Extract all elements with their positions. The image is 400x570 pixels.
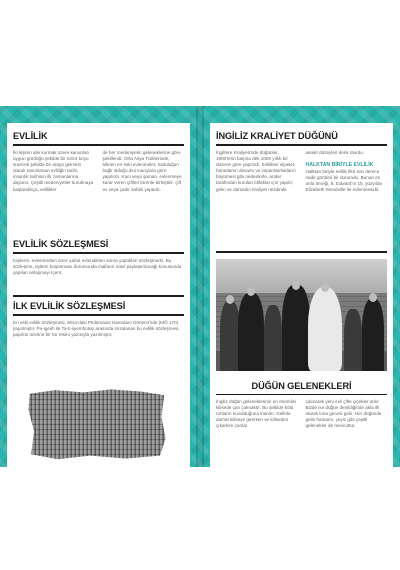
photo-guest [344,309,362,371]
photo-guest [362,299,384,371]
subheading-halktan: HALKTAN BİRİYLE EVLİLİK [305,162,374,169]
evlilik-columns [13,150,184,193]
photo-guest [238,293,264,371]
halktan-text: Halktan biriyle evlilik fikri son derece nadir görülen bir durumdu. Bunun en ünlü örneği, 8. Edward'ın 15. yüzyılda Elizabeth Woodville ile evlenmesidir. [305,169,382,193]
kraliyet-columns [216,150,387,193]
heading-kraliyet: İNGİLİZ KRALİYET DÜĞÜNÜ [216,131,338,141]
sozlesme-text: Kişilerin, evlenmeden önce yahut evlendikten sonra yaptıkları sözleşmedir. Bu sözleşme, eşlerin boşanması durumunda malların nasıl paylaştırılacağı konusunda yapılan anlaşmayı içerir. [13,258,182,276]
book-spread [0,106,400,467]
photo-guest [220,301,240,371]
photo-guest-head [226,295,234,304]
section-divider [216,251,387,253]
heading-rule [216,144,387,146]
photo-guest [264,305,282,371]
gelenekler-text-col1: İngiliz düğün geleneklerinin en önemlisi kilisede çan çalmaktır. Bu şekilde kötü ruhların kovulduğuna inanılır. Gelinle damat kiliseye girerken ve kiliseden çıkarken çanlar [216,399,296,429]
papyrus-image [27,388,167,460]
photo-guest-head [369,293,377,302]
photo-bride [308,287,342,371]
photo-guest-head [247,287,255,296]
heading-gelenekler: DÜĞÜN GELENEKLERİ [251,381,352,391]
section-divider [13,295,184,297]
section-ilk-sozlesme [13,295,184,338]
section-gelenekler [216,381,387,429]
photo-bride-head [321,283,329,292]
heading-rule [13,314,184,316]
gelenekler-columns [216,399,387,429]
heading-rule [216,394,387,395]
right-page-panel [210,123,393,467]
heading-evlilik: EVLİLİK [13,131,48,141]
book-gutter [196,106,204,467]
section-evlilik [13,131,184,193]
evlilik-text-col2: de her medeniyetin geleneklerine göre şekillendi. Orta Asya Türklerinde, bilinen en eski evlenmeler, topluluğun bağlı olduğu dini inançlara göre yapılırdı. Kam veya şaman, evlenmeye karar veren çiftleri törenle birleştirir, çift ev veya çadır sahibi yapardı. [102,150,182,192]
heading-sozlesme: EVLİLİK SÖZLEŞMESİ [13,239,109,249]
ilk-sozlesme-text: En eski evlilik sözleşmesi, Mısır'daki Ptolemaios Hanedanı Dönemi'nde (MÖ 170) yapılmıştır. Pa-igesh ile Ta-ti-iiyemhotep arasında imzalanan bu evlilik sözleşmesi, papirüs üzerine bir tür resim yazısıyla yazılmıştır. [13,320,180,338]
gelenekler-text-col2: çalınarak yeni evli çifte çiçekler atılır. Bizde ise düğün denildiğinde akla ilk olarak kına gecesi gelir. Her düğünde, gelin hamamı, çeyiz gibi çeşitli gelenekler de mevcuttur. [305,399,383,429]
left-page-panel [7,123,190,467]
section-sozlesme [13,239,184,276]
heading-rule [13,252,184,254]
evlilik-text-col1: İki kişinin aile kurmak üzere kanunları uygun gördüğü şekilde bir ömür boyu sürecek şekilde bir araya gelmesi olarak tanımlanan evliliğin tarihi, insanlık tarihinin ilk zamanlarına dayanır. Çeşitli medeniyetler kurulmaya başlandıkça, evlilikler [13,150,94,192]
section-kraliyet [216,131,387,193]
wedding-photo [216,259,387,371]
kraliyet-text-col2: asalet düzeyleri denk olurdu. [305,150,364,155]
heading-ilk-sozlesme: İLK EVLİLİK SÖZLEŞMESİ [13,301,126,311]
photo-groom-head [292,281,300,290]
kraliyet-text-col1: İngiltere Kraliyeti'nde düğünler, 1900'lerin başına dek 1000 yıllık bir düzene göre yapılırdı. Evlilikler siyaset, hanedanın devamı ve imparatorlukların büyümesi gibi nedenlerle, aralar tarafından kurulan ittifaklar için yapılır; gelin ve damadın kraliyet nezdinde [216,150,296,192]
photo-groom [282,285,310,371]
heading-rule [13,144,184,146]
